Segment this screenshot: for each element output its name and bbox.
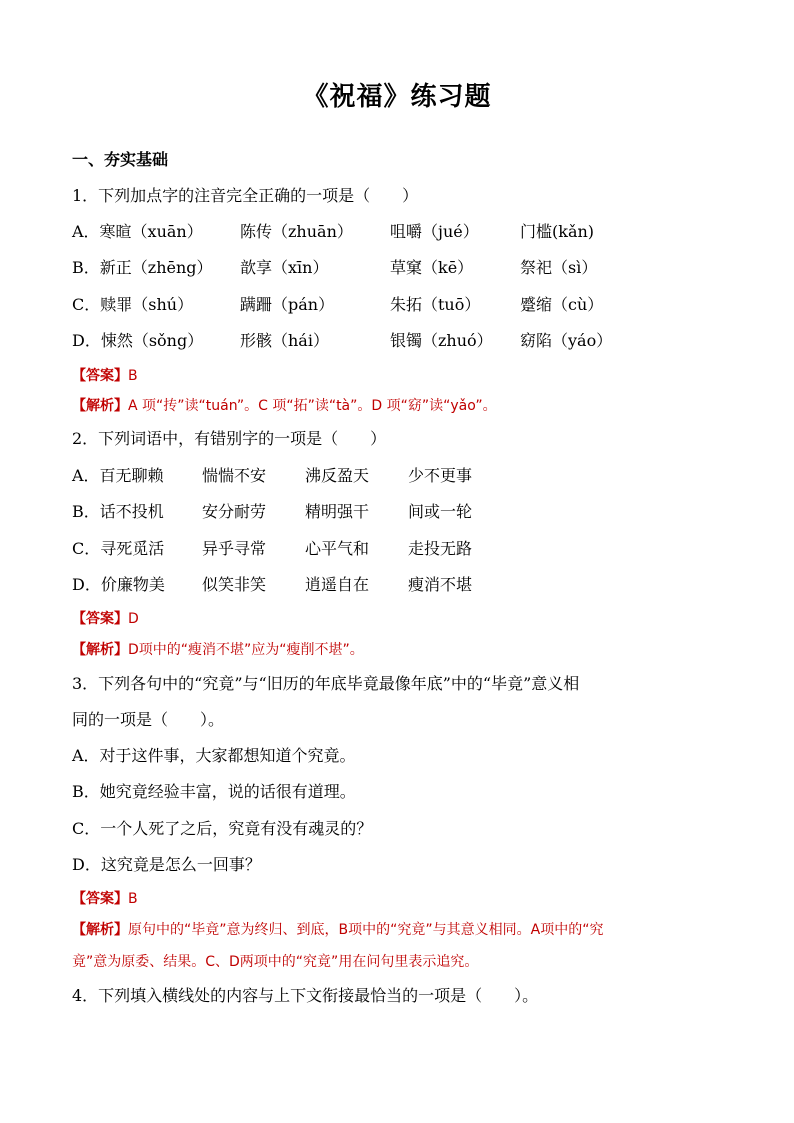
answer-tag: 【答案】: [72, 891, 128, 907]
q2-option-a-2: 惴惴不安: [202, 466, 267, 485]
q1-option-b-1: B．新正（zhēng）: [72, 258, 213, 277]
explanation-tag: 【解析】: [72, 922, 128, 938]
q2-option-c-3: 心平气和: [305, 539, 370, 558]
explanation-text: D项中的“瘦消不堪”应为“瘦削不堪”。: [128, 642, 364, 658]
q1-option-c-1: C．赎罪（shú）: [72, 295, 194, 314]
q1-option-b-2: 歆享（xīn）: [240, 258, 329, 277]
answer-value: B: [128, 368, 138, 384]
q2-option-a-1: A．百无聊赖: [72, 466, 164, 485]
q1-explanation: [72, 396, 497, 416]
q1-answer: [72, 366, 138, 386]
section-heading: 一、夯实基础: [72, 150, 169, 169]
q2-option-c-4: 走投无路: [408, 539, 473, 558]
q1-option-c-4: 蹙缩（cù）: [520, 295, 604, 314]
q2-option-a-4: 少不更事: [408, 466, 473, 485]
q1-option-d-4: 窈陷（yáo）: [520, 331, 613, 350]
question-3-stem-line-1: 3．下列各句中的“究竟”与“旧历的年底毕竟最像年底”中的“毕竟”意义相: [72, 674, 580, 693]
q1-option-d-1: D．悚然（sǒng）: [72, 331, 204, 350]
explanation-text: A 项“抟”读“tuán”。C 项“拓”读“tà”。D 项“窈”读“yǎo”。: [128, 398, 497, 414]
q1-option-c-2: 蹒跚（pán）: [240, 295, 335, 314]
q3-option-a: A．对于这件事，大家都想知道个究竟。: [72, 746, 356, 765]
q2-option-d-4: 瘦消不堪: [408, 575, 473, 594]
q2-explanation: [72, 640, 364, 660]
answer-tag: 【答案】: [72, 611, 128, 627]
q1-option-a-2: 陈传（zhuān）: [240, 222, 353, 241]
q2-option-c-1: C．寻死觅活: [72, 539, 165, 558]
answer-value: B: [128, 891, 138, 907]
q3-answer: [72, 889, 138, 909]
q2-option-d-3: 逍遥自在: [305, 575, 370, 594]
explanation-tag: 【解析】: [72, 398, 128, 414]
q1-option-b-3: 草窠（kē）: [390, 258, 474, 277]
q3-option-c: C．一个人死了之后，究竟有没有魂灵的？: [72, 819, 373, 838]
explanation-tag: 【解析】: [72, 642, 128, 658]
page-title: 《祝福》练习题: [302, 82, 492, 112]
q3-option-d: D．这究竟是怎么一回事？: [72, 855, 261, 874]
question-1-stem: 1．下列加点字的注音完全正确的一项是（ ）: [72, 186, 419, 205]
q1-option-d-2: 形骸（hái）: [240, 331, 329, 350]
q2-option-b-3: 精明强干: [305, 502, 370, 521]
q2-option-d-1: D．价廉物美: [72, 575, 165, 594]
q2-answer: [72, 609, 139, 629]
q1-option-a-4: 门槛(kǎn): [520, 222, 595, 241]
q3-option-b: B．她究竟经验丰富，说的话很有道理。: [72, 782, 356, 801]
question-3-stem-line-2: 同的一项是（ ）。: [72, 710, 225, 729]
q2-option-a-3: 沸反盈天: [305, 466, 370, 485]
q1-option-b-4: 祭祀（sì）: [520, 258, 598, 277]
q2-option-d-2: 似笑非笑: [202, 575, 267, 594]
answer-value: D: [128, 611, 139, 627]
question-2-stem: 2．下列词语中，有错别字的一项是（ ）: [72, 429, 387, 448]
q2-option-c-2: 异乎寻常: [202, 539, 267, 558]
q1-option-a-1: A．寒暄（xuān）: [72, 222, 203, 241]
q2-option-b-2: 安分耐劳: [202, 502, 267, 521]
q1-option-d-3: 银镯（zhuó）: [390, 331, 493, 350]
q2-option-b-4: 间或一轮: [408, 502, 473, 521]
q2-option-b-1: B．话不投机: [72, 502, 164, 521]
q1-option-c-3: 朱拓（tuō）: [390, 295, 481, 314]
question-4-stem: 4．下列填入横线处的内容与上下文衔接最恰当的一项是（ ）。: [72, 986, 539, 1005]
q1-option-a-3: 咀嚼（jué）: [390, 222, 479, 241]
explanation-text: 原句中的“毕竟”意为终归、到底，B项中的“究竟”与其意义相同。A项中的“究: [128, 922, 604, 938]
answer-tag: 【答案】: [72, 368, 128, 384]
q3-explanation-line-1: [72, 920, 603, 940]
q3-explanation-line-2: 竟”意为原委、结果。C、D两项中的“究竟”用在问句里表示追究。: [72, 954, 479, 970]
